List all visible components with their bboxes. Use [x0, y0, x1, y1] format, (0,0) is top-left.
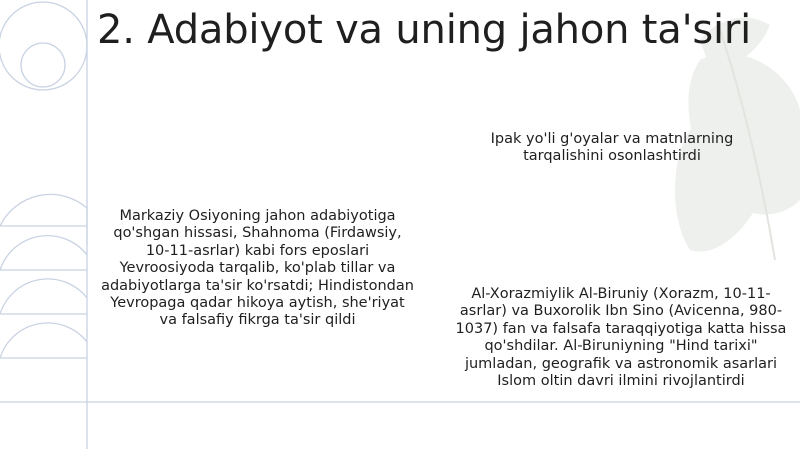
- right-bottom-text-block: Al-Xorazmiylik Al-Biruniy (Xorazm, 10-11-asrlar) va Buxorolik Ibn Sino (Avicenna, 980-1037) fan va falsafa taraqqiyotiga katta hissa qo'shdilar. Al-Biruniyning "Hind tarixi" jumladan, geografik va astronomik asarlari Islom oltin davri ilmini rivojlantirdi: [455, 286, 787, 390]
- left-text-block: Markaziy Osiyoning jahon adabiyotiga qo'shgan hissasi, Shahnoma (Firdawsiy, 10-11-asrlar) kabi fors eposlari Yevroosiyoda tarqalib, ko'plab tillar va adabiyotlarga ta'sir ko'rsatdi; Hindistondan Yevropaga qadar hikoya aytish, she'riyat va falsafiy fikrga ta'sir qildi: [101, 208, 414, 329]
- slide-title: 2. Adabiyot va uning jahon ta'siri: [97, 7, 752, 53]
- right-top-text-block: Ipak yo'li g'oyalar va matnlarning tarqalishini osonlashtirdi: [490, 131, 734, 165]
